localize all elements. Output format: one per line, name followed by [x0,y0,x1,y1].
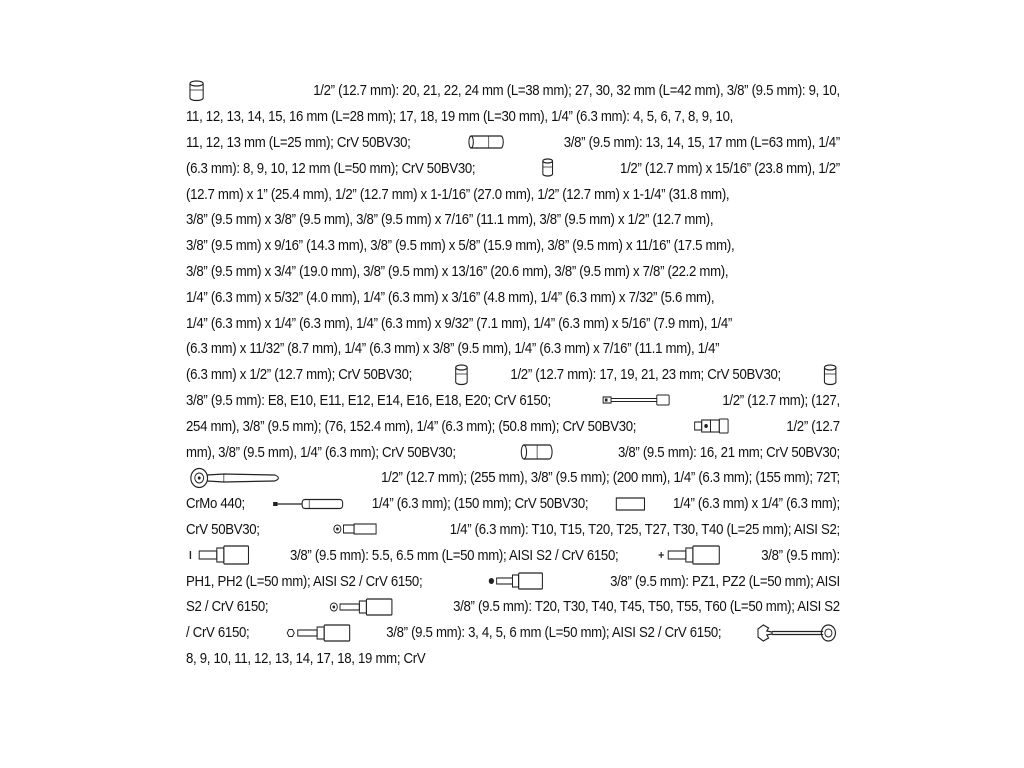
spec-line [186,517,840,543]
spec-text: (6.3 mm) x 11/32” (8.7 mm), 1/4” (6.3 mm) x 3/8” (9.5 mm), 1/4” (6.3 mm) x 7/16” (11.1 mm), 1/4” [186,340,720,358]
spec-line [186,207,840,233]
universal-joint-icon [694,417,729,435]
spec-text: 254 mm), 3/8” (9.5 mm); (76, 152.4 mm), 1/4” (6.3 mm); (50.8 mm); CrV 50BV30; [186,417,637,435]
spec-text: 3/8” (9.5 mm): T20, T30, T40, T45, T50, T55, T60 (L=50 mm); AISI S2 [453,598,840,616]
spec-line [186,78,840,104]
spec-text: 11, 12, 13 mm (L=25 mm); CrV 50BV30; [186,133,411,151]
spec-text: 1/2” (12.7 mm): 17, 19, 21, 23 mm; CrV 50BV30; [510,366,781,384]
ratchet-icon [189,467,284,489]
spec-text: 1/4” (6.3 mm); (150 mm); CrV 50BV30; [371,495,589,513]
spec-text: (6.3 mm): 8, 9, 10, 12 mm (L=50 mm); CrV 50BV30; [186,159,476,177]
spec-line [186,284,840,310]
spec-line [186,233,840,259]
spec-text: 3/8” (9.5 mm): PZ1, PZ2 (L=50 mm); AISI [610,572,840,590]
spec-line [186,362,840,388]
phillips-bit-socket-icon [658,545,721,565]
spec-line [186,646,840,672]
spec-line [186,155,840,181]
spec-text: 1/4” (6.3 mm) x 5/32” (4.0 mm), 1/4” (6.3 mm) x 3/16” (4.8 mm), 1/4” (6.3 mm) x 7/32” (5.6 mm), [186,288,715,306]
spec-text: / CrV 6150; [186,624,250,642]
spec-text: 1/2” (12.7 mm) x 15/16” (23.8 mm), 1/2” [620,159,840,177]
spec-text: (6.3 mm) x 1/2” (12.7 mm); CrV 50BV30; [186,366,412,384]
extension-bar-icon [602,393,671,407]
spark-plug-socket-icon [519,442,554,462]
spec-text: 8, 9, 10, 11, 12, 13, 14, 17, 18, 19 mm; CrV [186,649,426,667]
spec-line [186,181,840,207]
spec-text: 1/2” (12.7 mm); (127, [722,391,840,409]
spec-text: CrMo 440; [186,495,245,513]
spec-text: 3/8” (9.5 mm): 3, 4, 5, 6 mm (L=50 mm); AISI S2 / CrV 6150; [386,624,722,642]
spinner-handle-icon [272,497,344,511]
spec-text: 1/2” (12.7 [786,417,840,435]
torx-bit-socket-icon [328,598,393,616]
spec-line [186,491,840,517]
spec-text: mm), 3/8” (9.5 mm), 1/4” (6.3 mm); CrV 50BV30; [186,443,456,461]
spec-text: 1/2” (12.7 mm): 20, 21, 22, 24 mm (L=38 mm); 27, 30, 32 mm (L=42 mm), 3/8” (9.5 mm): 9, 10, [313,82,840,100]
torx-bit-icon [332,521,378,537]
spec-text: 3/8” (9.5 mm) x 3/4” (19.0 mm), 3/8” (9.5 mm) x 13/16” (20.6 mm), 3/8” (9.5 mm) x 7/8” (22.2 mm), [186,262,729,280]
spec-text: 3/8” (9.5 mm) x 3/8” (9.5 mm), 3/8” (9.5 mm) x 7/16” (11.1 mm), 3/8” (9.5 mm) x 1/2” (12.7 mm), [186,211,714,229]
spec-text: 11, 12, 13, 14, 15, 16 mm (L=28 mm); 17, 18, 19 mm (L=30 mm), 1/4” (6.3 mm): 4, 5, 6, 7, 8, 9, 10, [186,108,733,126]
spec-text: 1/2” (12.7 mm); (255 mm), 3/8” (9.5 mm); (200 mm), 1/4” (6.3 mm); (155 mm); 72T; [381,469,840,487]
spec-text: 3/8” (9.5 mm): E8, E10, E11, E12, E14, E16, E18, E20; CrV 6150; [186,391,551,409]
socket-icon [454,364,468,386]
spec-line [186,130,840,156]
spec-line [186,620,840,646]
spec-text: (12.7 mm) x 1” (25.4 mm), 1/2” (12.7 mm) x 1-1/16” (27.0 mm), 1/2” (12.7 mm) x 1-1/4” (31.8 mm), [186,185,730,203]
spec-line [186,542,840,568]
spec-text: 3/8” (9.5 mm): [761,546,840,564]
spec-line [186,465,840,491]
slotted-bit-socket-icon [189,545,251,565]
spec-line [186,388,840,414]
spec-text: S2 / CrV 6150; [186,598,269,616]
spec-line [186,104,840,130]
spec-line [186,568,840,594]
spec-line [186,594,840,620]
spec-text: 1/4” (6.3 mm) x 1/4” (6.3 mm); [673,495,840,513]
hex-bit-socket-icon [284,624,351,642]
socket-icon [189,80,205,102]
deep-socket-icon [468,133,507,151]
spec-text: 3/8” (9.5 mm): 13, 14, 15, 17 mm (L=63 mm), 1/4” [563,133,840,151]
spec-text-block [186,78,840,671]
spec-text: 1/4” (6.3 mm) x 1/4” (6.3 mm), 1/4” (6.3 mm) x 9/32” (7.1 mm), 1/4” (6.3 mm) x 5/16” (7.9 mm), 1/4” [186,314,733,332]
socket-icon [542,158,554,178]
spec-text: PH1, PH2 (L=50 mm); AISI S2 / CrV 6150; [186,572,423,590]
bit-adapter-icon [616,496,646,512]
spec-line [186,413,840,439]
spec-text: 1/4” (6.3 mm): T10, T15, T20, T25, T27, T30, T40 (L=25 mm); AISI S2; [449,520,840,538]
spec-text: 3/8” (9.5 mm): 5.5, 6.5 mm (L=50 mm); AISI S2 / CrV 6150; [290,546,619,564]
spec-line [186,259,840,285]
pozidriv-bit-socket-icon [488,572,544,590]
spec-text: 3/8” (9.5 mm) x 9/16” (14.3 mm), 3/8” (9.5 mm) x 5/8” (15.9 mm), 3/8” (9.5 mm) x 11/16” (17.5 mm), [186,237,735,255]
spec-line [186,336,840,362]
socket-icon [823,364,837,386]
spec-line [186,439,840,465]
combination-wrench-icon [756,623,837,643]
spec-text: CrV 50BV30; [186,520,260,538]
spec-line [186,310,840,336]
spec-text: 3/8” (9.5 mm): 16, 21 mm; CrV 50BV30; [617,443,840,461]
